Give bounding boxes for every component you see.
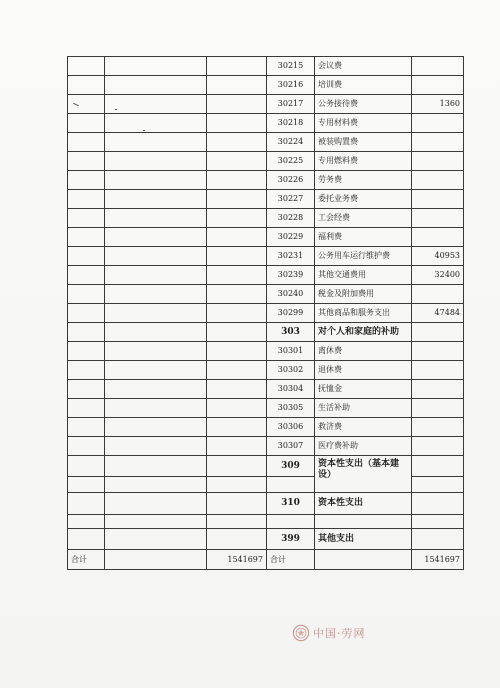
table-row [68,342,464,361]
table-row [68,190,464,209]
item-code: 30216 [267,76,315,95]
item-code: 30228 [267,209,315,228]
item-name: 其他交通费用 [315,266,412,285]
item-amount [412,152,464,171]
item-code: 30226 [267,171,315,190]
table-row [68,209,464,228]
item-amount [412,361,464,380]
item-code: 30218 [267,114,315,133]
item-name: 公务接待费 [315,95,412,114]
national-emblem-icon [292,624,310,642]
item-amount [412,133,464,152]
total-label-right: 合计 [267,550,315,570]
total-amount-left: 1541697 [207,550,267,570]
item-name: 专用材料费 [315,114,412,133]
item-name: 培训费 [315,76,412,95]
table-row-section [68,493,464,515]
item-code: 30229 [267,228,315,247]
site-watermark [292,622,366,644]
section-code: 309 [267,456,315,477]
item-amount: 1360 [412,95,464,114]
section-code: 399 [267,529,315,550]
expenditure-table [67,56,464,570]
item-code: 30299 [267,304,315,323]
section-code: 303 [267,323,315,342]
item-code: 30301 [267,342,315,361]
table-row [68,171,464,190]
item-amount [412,323,464,342]
item-amount [412,228,464,247]
table-row-section [68,456,464,477]
watermark-text: 中国·劳网 [313,627,366,640]
section-name: 资本性支出（基本建设） [315,456,412,493]
item-name: 生活补助 [315,399,412,418]
table-row [68,76,464,95]
table-row [68,380,464,399]
item-code: 30239 [267,266,315,285]
item-code: 30304 [267,380,315,399]
item-amount [412,418,464,437]
item-amount [412,529,464,550]
item-code: 30240 [267,285,315,304]
table-row [68,228,464,247]
item-name: 劳务费 [315,171,412,190]
table-row [68,114,464,133]
item-name: 公务用车运行维护费 [315,247,412,266]
item-name: 税金及附加费用 [315,285,412,304]
item-name: 医疗费补助 [315,437,412,456]
item-code: 30224 [267,133,315,152]
section-code: 310 [267,493,315,515]
item-amount [412,399,464,418]
total-row [68,550,464,570]
table-row-section [68,323,464,342]
item-name: 抚恤金 [315,380,412,399]
item-amount: 40953 [412,247,464,266]
item-name: 被装购置费 [315,133,412,152]
item-amount [412,57,464,76]
item-amount [412,209,464,228]
item-code: 30227 [267,190,315,209]
section-name: 其他支出 [315,529,412,550]
item-amount: 32400 [412,266,464,285]
item-code: 30217 [267,95,315,114]
table-row [68,304,464,323]
item-amount [412,380,464,399]
item-name: 委托业务费 [315,190,412,209]
table-row [68,266,464,285]
table-row [68,133,464,152]
section-name: 对个人和家庭的补助 [315,323,412,342]
item-code: 30225 [267,152,315,171]
table-row [68,437,464,456]
item-amount [412,493,464,515]
item-name: 离休费 [315,342,412,361]
item-amount: 47484 [412,304,464,323]
item-name: 会议费 [315,57,412,76]
item-code: 30307 [267,437,315,456]
item-amount [412,456,464,477]
item-amount [412,76,464,95]
item-name: 福利费 [315,228,412,247]
table-row [68,399,464,418]
table-row [68,152,464,171]
item-code: 30215 [267,57,315,76]
table-row [68,57,464,76]
item-code: 30231 [267,247,315,266]
table-row [68,95,464,114]
item-name: 专用燃料费 [315,152,412,171]
table-row [68,247,464,266]
table-row-empty [68,515,464,529]
table-row [68,418,464,437]
section-name: 资本性支出 [315,493,412,515]
item-amount [412,285,464,304]
item-name: 退休费 [315,361,412,380]
total-amount-right: 1541697 [412,550,464,570]
item-code: 30306 [267,418,315,437]
item-name: 其他商品和服务支出 [315,304,412,323]
item-amount [412,190,464,209]
table-row-section [68,529,464,550]
item-amount [412,342,464,361]
table-row [68,361,464,380]
item-code: 30302 [267,361,315,380]
table-row [68,285,464,304]
total-label-left: 合计 [68,550,105,570]
item-amount [412,171,464,190]
item-amount [412,114,464,133]
item-amount [412,437,464,456]
item-name: 工会经费 [315,209,412,228]
item-name: 救济费 [315,418,412,437]
item-code: 30305 [267,399,315,418]
